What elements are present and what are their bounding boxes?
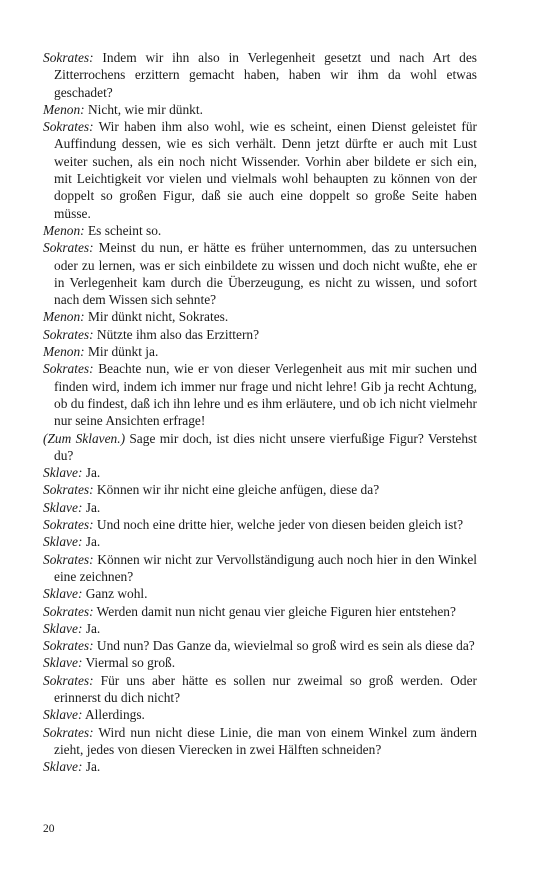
dialogue-line bbox=[43, 499, 477, 516]
dialogue-line bbox=[43, 430, 477, 465]
speaker-label: Menon: bbox=[43, 222, 85, 238]
line-text: Mir dünkt ja. bbox=[84, 344, 159, 360]
dialogue-line bbox=[43, 49, 477, 101]
line-text: Mir dünkt nicht, Sokrates. bbox=[84, 309, 229, 325]
dialogue-line bbox=[43, 620, 477, 637]
dialogue-line bbox=[43, 239, 477, 308]
speaker-label: Sokrates: bbox=[43, 517, 94, 533]
dialogue-line bbox=[43, 724, 477, 759]
dialogue-line bbox=[43, 360, 477, 429]
line-text: Und noch eine dritte hier, welche jeder von diesen beiden gleich ist? bbox=[93, 517, 464, 533]
speaker-label: Sklave: bbox=[43, 534, 83, 550]
dialogue-line bbox=[43, 758, 477, 775]
speaker-label: Sokrates: bbox=[43, 551, 94, 567]
line-text: Und nun? Das Ganze da, wievielmal so groß wird es sein als diese da? bbox=[93, 638, 475, 654]
dialogue-line bbox=[43, 654, 477, 671]
speaker-label: Sklave: bbox=[43, 655, 83, 671]
dialogue-line bbox=[43, 516, 477, 533]
speaker-label: Sokrates: bbox=[43, 724, 94, 740]
dialogue-line bbox=[43, 603, 477, 620]
speaker-label: Sokrates: bbox=[43, 361, 94, 377]
dialogue-line bbox=[43, 308, 477, 325]
dialogue-line bbox=[43, 118, 477, 222]
line-text: Meinst du nun, er hätte es früher unternommen, das zu untersuchen oder zu lernen, was er sich einbildete zu wissen und doch nicht wußte, ehe er in Verlegenheit kam durch die Überzeugung, es nicht zu wissen, und sofort nach dem Wissen sich sehnte? bbox=[54, 240, 477, 308]
dialogue-text bbox=[43, 49, 477, 775]
line-text: Viermal so groß. bbox=[82, 655, 176, 671]
speaker-label: Sklave: bbox=[43, 465, 83, 481]
dialogue-line bbox=[43, 481, 477, 498]
line-text: Ja. bbox=[82, 620, 101, 636]
speaker-label: Sokrates: bbox=[43, 672, 94, 688]
speaker-label: Sokrates: bbox=[43, 50, 94, 65]
dialogue-line bbox=[43, 533, 477, 550]
line-text: Wir haben ihm also wohl, wie es scheint, einen Dienst geleistet für Auffindung dessen, wie es sich verhält. Denn jetzt dürfte er auch mit Lust weiter suchen, als ein noch nicht Wissender. Vorhin aber bildete er sich ein, mit Leichtigkeit vor vielen und vielmals wohl behaupten zu können von der doppelt so großen Figur, daß sie auch eine doppelt so große Seite haben müsse. bbox=[54, 119, 477, 221]
dialogue-line bbox=[43, 343, 477, 360]
speaker-label: Sokrates: bbox=[43, 603, 94, 619]
line-text: Indem wir ihn also in Verlegenheit gesetzt und nach Art des Zitterrochens erzittern gemacht haben, haben wir ihm da wohl etwas geschadet? bbox=[54, 50, 477, 100]
dialogue-line bbox=[43, 637, 477, 654]
line-text: Ja. bbox=[82, 465, 101, 481]
line-text: Werden damit nun nicht genau vier gleiche Figuren hier entstehen? bbox=[93, 603, 456, 619]
line-text: Ja. bbox=[82, 759, 101, 775]
line-text: Ja. bbox=[82, 534, 101, 550]
speaker-label: Sokrates: bbox=[43, 119, 94, 135]
speaker-label: Sokrates: bbox=[43, 482, 94, 498]
line-text: Es scheint so. bbox=[84, 222, 162, 238]
dialogue-line bbox=[43, 101, 477, 118]
line-text: Nicht, wie mir dünkt. bbox=[84, 101, 203, 117]
line-text: Für uns aber hätte es sollen nur zweimal so groß werden. Oder erinnerst du dich nicht? bbox=[54, 672, 477, 705]
line-text: Ja. bbox=[82, 499, 101, 515]
dialogue-line bbox=[43, 551, 477, 586]
stage-direction: (Zum Sklaven.) bbox=[43, 430, 126, 446]
speaker-label: Sklave: bbox=[43, 759, 83, 775]
line-text: Allerdings. bbox=[82, 707, 145, 723]
speaker-label: Sokrates: bbox=[43, 240, 94, 256]
line-text: Sage mir doch, ist dies nicht unsere vierfußige Figur? Verstehst du? bbox=[54, 430, 477, 463]
dialogue-line bbox=[43, 672, 477, 707]
dialogue-line bbox=[43, 222, 477, 239]
speaker-label: Menon: bbox=[43, 309, 85, 325]
dialogue-line bbox=[43, 706, 477, 723]
line-text: Wird nun nicht diese Linie, die man von einem Winkel zum ändern zieht, jedes von diesen Vierecken in zwei Hälften schneiden? bbox=[54, 724, 477, 757]
dialogue-line bbox=[43, 585, 477, 602]
speaker-label: Sklave: bbox=[43, 620, 83, 636]
speaker-label: Sklave: bbox=[43, 586, 83, 602]
speaker-label: Sklave: bbox=[43, 707, 83, 723]
page-number: 20 bbox=[43, 823, 55, 835]
speaker-label: Sokrates: bbox=[43, 638, 94, 654]
line-text: Können wir ihr nicht eine gleiche anfügen, diese da? bbox=[93, 482, 380, 498]
line-text: Ganz wohl. bbox=[82, 586, 148, 602]
dialogue-line bbox=[43, 326, 477, 343]
speaker-label: Menon: bbox=[43, 101, 85, 117]
line-text: Beachte nun, wie er von dieser Verlegenheit aus mit mir suchen und finden wird, indem ich immer nur frage und nicht lehre! Gib ja recht Achtung, ob du findest, daß ich ihn lehre und es ihm erläutere, und ob ich nicht vielmehr nur seine Ansichten erfrage! bbox=[54, 361, 477, 429]
dialogue-line bbox=[43, 464, 477, 481]
speaker-label: Sklave: bbox=[43, 499, 83, 515]
line-text: Können wir nicht zur Vervollständigung auch noch hier in den Winkel eine zeichnen? bbox=[54, 551, 477, 584]
speaker-label: Sokrates: bbox=[43, 326, 94, 342]
speaker-label: Menon: bbox=[43, 344, 85, 360]
line-text: Nützte ihm also das Erzittern? bbox=[93, 326, 260, 342]
